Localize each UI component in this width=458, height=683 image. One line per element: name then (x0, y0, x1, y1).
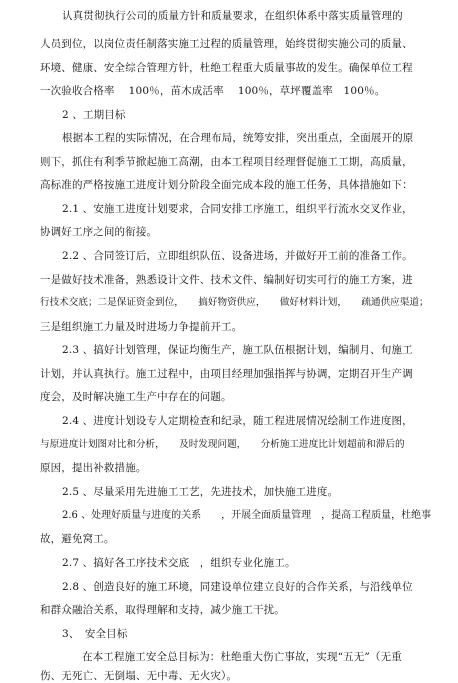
paragraph-line: 一次验收合格率 100％，苗木成活率 100％，草坪覆盖率 100％。 (40, 85, 386, 97)
paragraph-line: 2.3 、搞好计划管理，保证均衡生产，施工队伍根据计划，编制月、旬施工 (62, 344, 413, 356)
paragraph-line: 三是组织施工力量及时进场力争提前开工。 (40, 321, 243, 333)
paragraph-line: 2.2 、合同签订后，立即组织队伍、设备进场，并做好开工前的准备工作。 (62, 250, 413, 262)
paragraph-line: 2.8 、创造良好的施工环境，同建设单位建立良好的合作关系，与沿线单位 (62, 581, 413, 593)
paragraph-line: 认真贯彻执行公司的质量方针和质量要求，在组织体系中落实质量管理的 (62, 10, 403, 22)
paragraph-line: 计划，并认真执行。施工过程中，由项目经理加强指挥与协调，定期召开生产调 (40, 368, 413, 380)
paragraph-line: 则下，抓住有利季节掀起施工高潮，由本工程项目经理督促施工工期，高质量， (40, 156, 413, 168)
paragraph-line: 2.7 、搞好各工序技术交底 ，组织专业化施工。 (62, 557, 296, 569)
paragraph-line: 和群众融洽关系，取得理解和支持，减少施工干扰。 (40, 604, 285, 616)
paragraph-line: 协调好工序之间的衔接。 (40, 226, 158, 238)
paragraph-line: 2.1 、安施工进度计划要求，合同安排工序施工，组织平行流水交叉作业， (62, 203, 413, 215)
paragraph-line: 人员到位，以岗位责任制落实施工过程的质量管理，始终贯彻实施公司的质量、 (40, 38, 413, 50)
paragraph-line: 伤、无死亡、无倒塌、无中毒、无火灾）。 (40, 670, 238, 682)
paragraph-line: 根据本工程的实际情况，在合理布局，统筹安排，突出重点，全面展开的原 (62, 132, 414, 144)
section-heading-schedule: 2 、工期目标 (62, 109, 126, 121)
paragraph-line: 高标准的严格按施工进度计划分阶段全面完成本段的施工任务，具体措施如下： (40, 179, 413, 191)
paragraph-line: 原因，提出补救措施。 (40, 462, 147, 474)
paragraph-line: 2.5 、尽量采用先进施工工艺，先进技术，加快施工进度。 (62, 486, 339, 498)
paragraph-line: 一是做好技术准备，熟悉设计文件、技术文件、编制好切实可行的施工方案，进 (40, 274, 413, 286)
paragraph-line: 在本工程施工安全总目标为：杜绝重大伤亡事故，实现“五无”（无重 (82, 651, 402, 663)
paragraph-line: 2.6 、处理好质量与进度的关系 ，开展全面质量管理 ，提高工程质量，杜绝事 (62, 510, 432, 521)
paragraph-line: 故，避免窝工。 (40, 533, 115, 545)
paragraph-line: 行技术交底；二是保证资金到位， 搞好物资供应， 做好材料计划， 疏通供应渠道； (40, 297, 429, 308)
paragraph-line: 与原进度计划图对比和分析， 及时发现问题， 分析施工进度比计划超前和滞后的 (40, 439, 405, 450)
section-heading-safety: 3、 安全目标 (62, 628, 128, 640)
paragraph-line: 环境、健康、安全综合管理方针，杜绝工程重大质量事故的发生。确保单位工程 (40, 62, 413, 74)
paragraph-line: 度会，及时解决施工生产中存在的问题。 (40, 391, 232, 403)
paragraph-line: 2.4 、进度计划设专人定期检查和纪录，随工程进展情况绘制工作进度图， (62, 415, 413, 427)
